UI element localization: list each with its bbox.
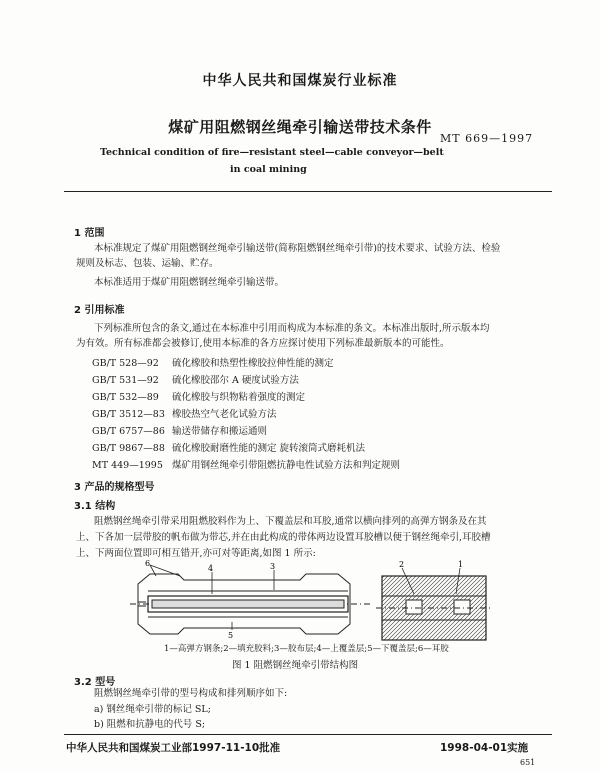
section2-heading: 2 引用标准 — [74, 305, 125, 316]
standard-ref-title: 硫化橡胶与织物粘着强度的测定 — [172, 392, 306, 403]
standard-ref-code: GB/T 6757—86 — [92, 426, 165, 437]
standard-ref-title: 橡胶热空气老化试验方法 — [172, 409, 277, 420]
footer-rule — [64, 734, 552, 735]
section1-para2: 本标准适用于煤矿用阻燃钢丝绳牵引输送带。 — [94, 277, 285, 288]
callout-6: 6 — [145, 560, 151, 568]
standard-ref-code: MT 449—1995 — [92, 460, 163, 471]
standard-ref-title: 输送带储存和搬运通则 — [172, 426, 268, 437]
callout-2: 2 — [399, 560, 405, 569]
standard-ref-title: 硫化橡胶耐磨性能的测定 旋转滚筒式磨耗机法 — [172, 443, 366, 454]
section1-heading: 1 范围 — [74, 228, 105, 239]
english-title-line2: in coal mining — [230, 164, 307, 175]
section1-para1-line2: 规则及标志、包装、运输、贮存。 — [76, 258, 219, 269]
belt-plan-view — [376, 576, 492, 640]
standard-ref-code: GB/T 528—92 — [92, 358, 159, 369]
figure-caption: 图 1 阻燃钢丝绳牵引带结构图 — [232, 660, 359, 671]
section3-heading: 3 产品的规格型号 — [74, 482, 155, 493]
standard-number: MT 669—1997 — [440, 132, 534, 145]
approval-line: 中华人民共和国煤炭工业部1997-11-10批准 — [66, 742, 281, 754]
model-item-a: a) 钢丝绳牵引带的标记 SL; — [94, 704, 211, 715]
standard-ref — [92, 406, 277, 420]
section3-1-line2: 上、下各加一层带胶的帆布做为带芯,并在由此构成的带体两边设置耳胶槽以便于钢丝绳牵引,耳胶槽 — [76, 532, 491, 543]
standard-ref-code: GB/T 531—92 — [92, 375, 159, 386]
standard-ref — [92, 355, 334, 369]
standard-ref-title: 硫化橡胶和热塑性橡胶拉伸性能的测定 — [172, 358, 334, 369]
standard-ref-title: 硫化橡胶邵尔 A 硬度试验方法 — [172, 375, 299, 386]
standard-ref — [92, 389, 305, 403]
section3-1-line3: 上、下两面位置即可相互错开,亦可对等距离,如图 1 所示: — [76, 548, 316, 559]
callout-5: 5 — [228, 631, 234, 640]
section2-para-line2: 为有效。所有标准都会被修订,使用本标准的各方应探讨使用下列标准最新版本的可能性。 — [76, 338, 450, 349]
standard-ref — [92, 440, 365, 454]
standard-category: 中华人民共和国煤炭行业标准 — [202, 73, 398, 89]
header-rule — [64, 191, 552, 192]
standard-ref-code: GB/T 9867—88 — [92, 443, 165, 454]
belt-structure-figure — [120, 560, 500, 644]
standard-ref-title: 煤矿用钢丝绳牵引带阻燃抗静电性试验方法和判定规则 — [172, 460, 401, 471]
belt-cross-section — [130, 574, 370, 634]
standard-ref-code: GB/T 3512—83 — [92, 409, 165, 420]
page-number: 651 — [520, 758, 536, 767]
figure-legend: 1—高弹方钢条;2—填充胶料;3—胶布层;4—上覆盖层;5—下覆盖层;6—耳胶 — [164, 644, 449, 654]
callout-3: 3 — [270, 562, 276, 571]
standard-ref-code: GB/T 532—89 — [92, 392, 159, 403]
document-title: 煤矿用阻燃钢丝绳牵引输送带技术条件 — [168, 118, 432, 136]
section1-para1-line1: 本标准规定了煤矿用阻燃钢丝绳牵引输送带(简称阻燃钢丝绳牵引带)的技术要求、试验方法、检验 — [94, 243, 501, 254]
callout-4: 4 — [208, 564, 214, 573]
callout-1: 1 — [458, 560, 464, 569]
english-title-line1: Technical condition of fire—resistant steel—cable conveyor—belt — [100, 147, 444, 158]
standard-ref — [92, 372, 299, 386]
standard-ref — [92, 423, 267, 437]
section3-2-line: 阻燃钢丝绳牵引带的型号构成和排列顺序如下: — [94, 688, 288, 699]
model-item-b: b) 阻燃和抗静电的代号 S; — [94, 719, 206, 730]
implementation-date: 1998-04-01实施 — [440, 742, 529, 754]
standard-ref — [92, 457, 400, 471]
section3-1-line1: 阻燃钢丝绳牵引带采用阻燃胶料作为上、下覆盖层和耳胶,通常以横向排列的高弹方钢条及在其 — [94, 516, 487, 527]
section3-1-heading: 3.1 结构 — [74, 501, 116, 512]
section3-2-heading: 3.2 型号 — [74, 677, 116, 688]
section2-para-line1: 下列标准所包含的条文,通过在本标准中引用而构成为本标准的条文。本标准出版时,所示版本均 — [94, 323, 490, 334]
